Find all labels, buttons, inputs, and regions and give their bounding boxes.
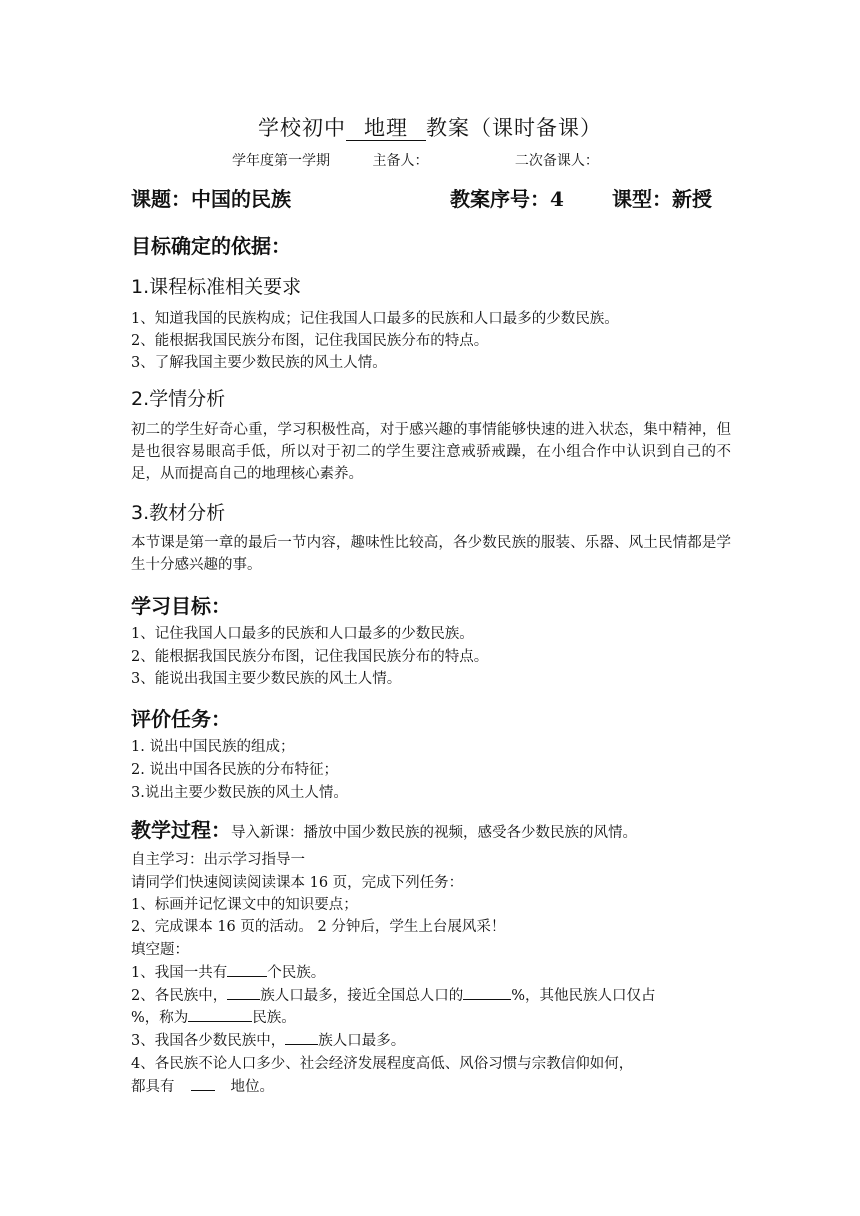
material-analysis: 本节课是第一章的最后一节内容，趣味性比较高，各少数民族的服装、乐器、风土民情都是学生十分感兴趣的事。 <box>131 535 731 573</box>
q2-text: 2、各民族中， <box>131 988 228 1004</box>
answer-blank[interactable] <box>191 1076 215 1091</box>
fill-question-3 <box>131 1030 405 1052</box>
material-heading: 3.教材分析 <box>131 502 226 524</box>
goal-item: 2、能根据我国民族分布图，记住我国民族分布的特点。 <box>131 649 489 665</box>
task-item: 2. 说出中国各民族的分布特征； <box>131 762 338 778</box>
fill-question-2 <box>131 985 656 1007</box>
fill-question-4: 4、各民族不论人口多少、社会经济发展程度高低、风俗习惯与宗教信仰如何， <box>131 1056 634 1072</box>
document-meta <box>232 150 599 170</box>
answer-blank[interactable] <box>188 1007 252 1022</box>
q2-text: 民族。 <box>252 1010 296 1026</box>
process-line: 请同学们快速阅读阅读课本 16 页，完成下列任务： <box>131 875 464 891</box>
q2-text: %，其他民族人口仅占 <box>511 988 656 1004</box>
students-analysis: 初二的学生好奇心重，学习积极性高，对于感兴趣的事情能够快速的进入状态，集中精神，但是也很容易眼高手低，所以对于初二的学生要注意戒骄戒躁，在小组合作中认识到自己的不足，从而提高自己的地理核心素养。 <box>131 422 731 482</box>
fill-question-1 <box>131 962 325 984</box>
q1-text: 1、我国一共有 <box>131 965 228 981</box>
standards-item: 3、了解我国主要少数民族的风土人情。 <box>131 355 387 371</box>
process-line: 2、完成课本 16 页的活动。 2 分钟后，学生上台展风采！ <box>131 919 506 935</box>
process-line: 1、标画并记忆课文中的知识要点； <box>131 897 358 913</box>
basis-heading: 目标确定的依据： <box>131 234 291 258</box>
process-line: 填空题： <box>131 942 189 958</box>
meta-lead-preparer: 主备人： <box>372 153 429 169</box>
goal-item: 3、能说出我国主要少数民族的风土人情。 <box>131 671 402 687</box>
process-intro: 导入新课：播放中国少数民族的视频，感受各少数民族的风情。 <box>231 825 637 841</box>
answer-blank[interactable] <box>285 1030 318 1045</box>
goals-heading: 学习目标： <box>131 594 231 618</box>
title-subject: 地理 <box>346 116 426 141</box>
fill-question-2-cont <box>131 1007 296 1029</box>
process-line: 自主学习：出示学习指导一 <box>131 852 305 868</box>
document-title <box>0 112 860 142</box>
q2-text: 族人口最多，接近全国总人口的 <box>260 988 464 1004</box>
q2-text: %，称为 <box>131 1010 189 1026</box>
meta-term: 学年度第一学期 <box>232 153 330 169</box>
task-item: 3.说出主要少数民族的风土人情。 <box>131 785 348 801</box>
task-item: 1. 说出中国民族的组成； <box>131 739 295 755</box>
process-row <box>131 814 637 843</box>
q4-text: 地位。 <box>230 1079 274 1095</box>
q4-text: 都具有 <box>131 1079 175 1095</box>
q1-text: 个民族。 <box>267 965 326 981</box>
q3-text: 族人口最多。 <box>318 1033 406 1049</box>
answer-blank[interactable] <box>227 985 260 1000</box>
lesson-number: 教案序号：4 <box>450 187 564 211</box>
lesson-type: 课型：新授 <box>612 187 712 211</box>
standards-item: 2、能根据我国民族分布图，记住我国民族分布的特点。 <box>131 333 489 349</box>
tasks-heading: 评价任务： <box>131 707 231 731</box>
meta-second-preparer: 二次备课人： <box>514 153 599 169</box>
students-heading: 2.学情分析 <box>131 388 226 410</box>
fill-question-4-cont <box>131 1076 274 1098</box>
standards-heading: 1.课程标准相关要求 <box>131 276 302 298</box>
answer-blank[interactable] <box>463 985 511 1000</box>
goal-item: 1、记住我国人口最多的民族和人口最多的少数民族。 <box>131 626 474 642</box>
standards-item: 1、知道我国的民族构成；记住我国人口最多的民族和人口最多的少数民族。 <box>131 311 619 327</box>
title-suffix: 教案（课时备课） <box>426 116 602 140</box>
title-prefix: 学校初中 <box>258 116 346 140</box>
answer-blank[interactable] <box>227 962 267 977</box>
process-heading: 教学过程： <box>131 818 231 842</box>
q3-text: 3、我国各少数民族中， <box>131 1033 286 1049</box>
lesson-topic: 课题：中国的民族 <box>131 187 291 211</box>
